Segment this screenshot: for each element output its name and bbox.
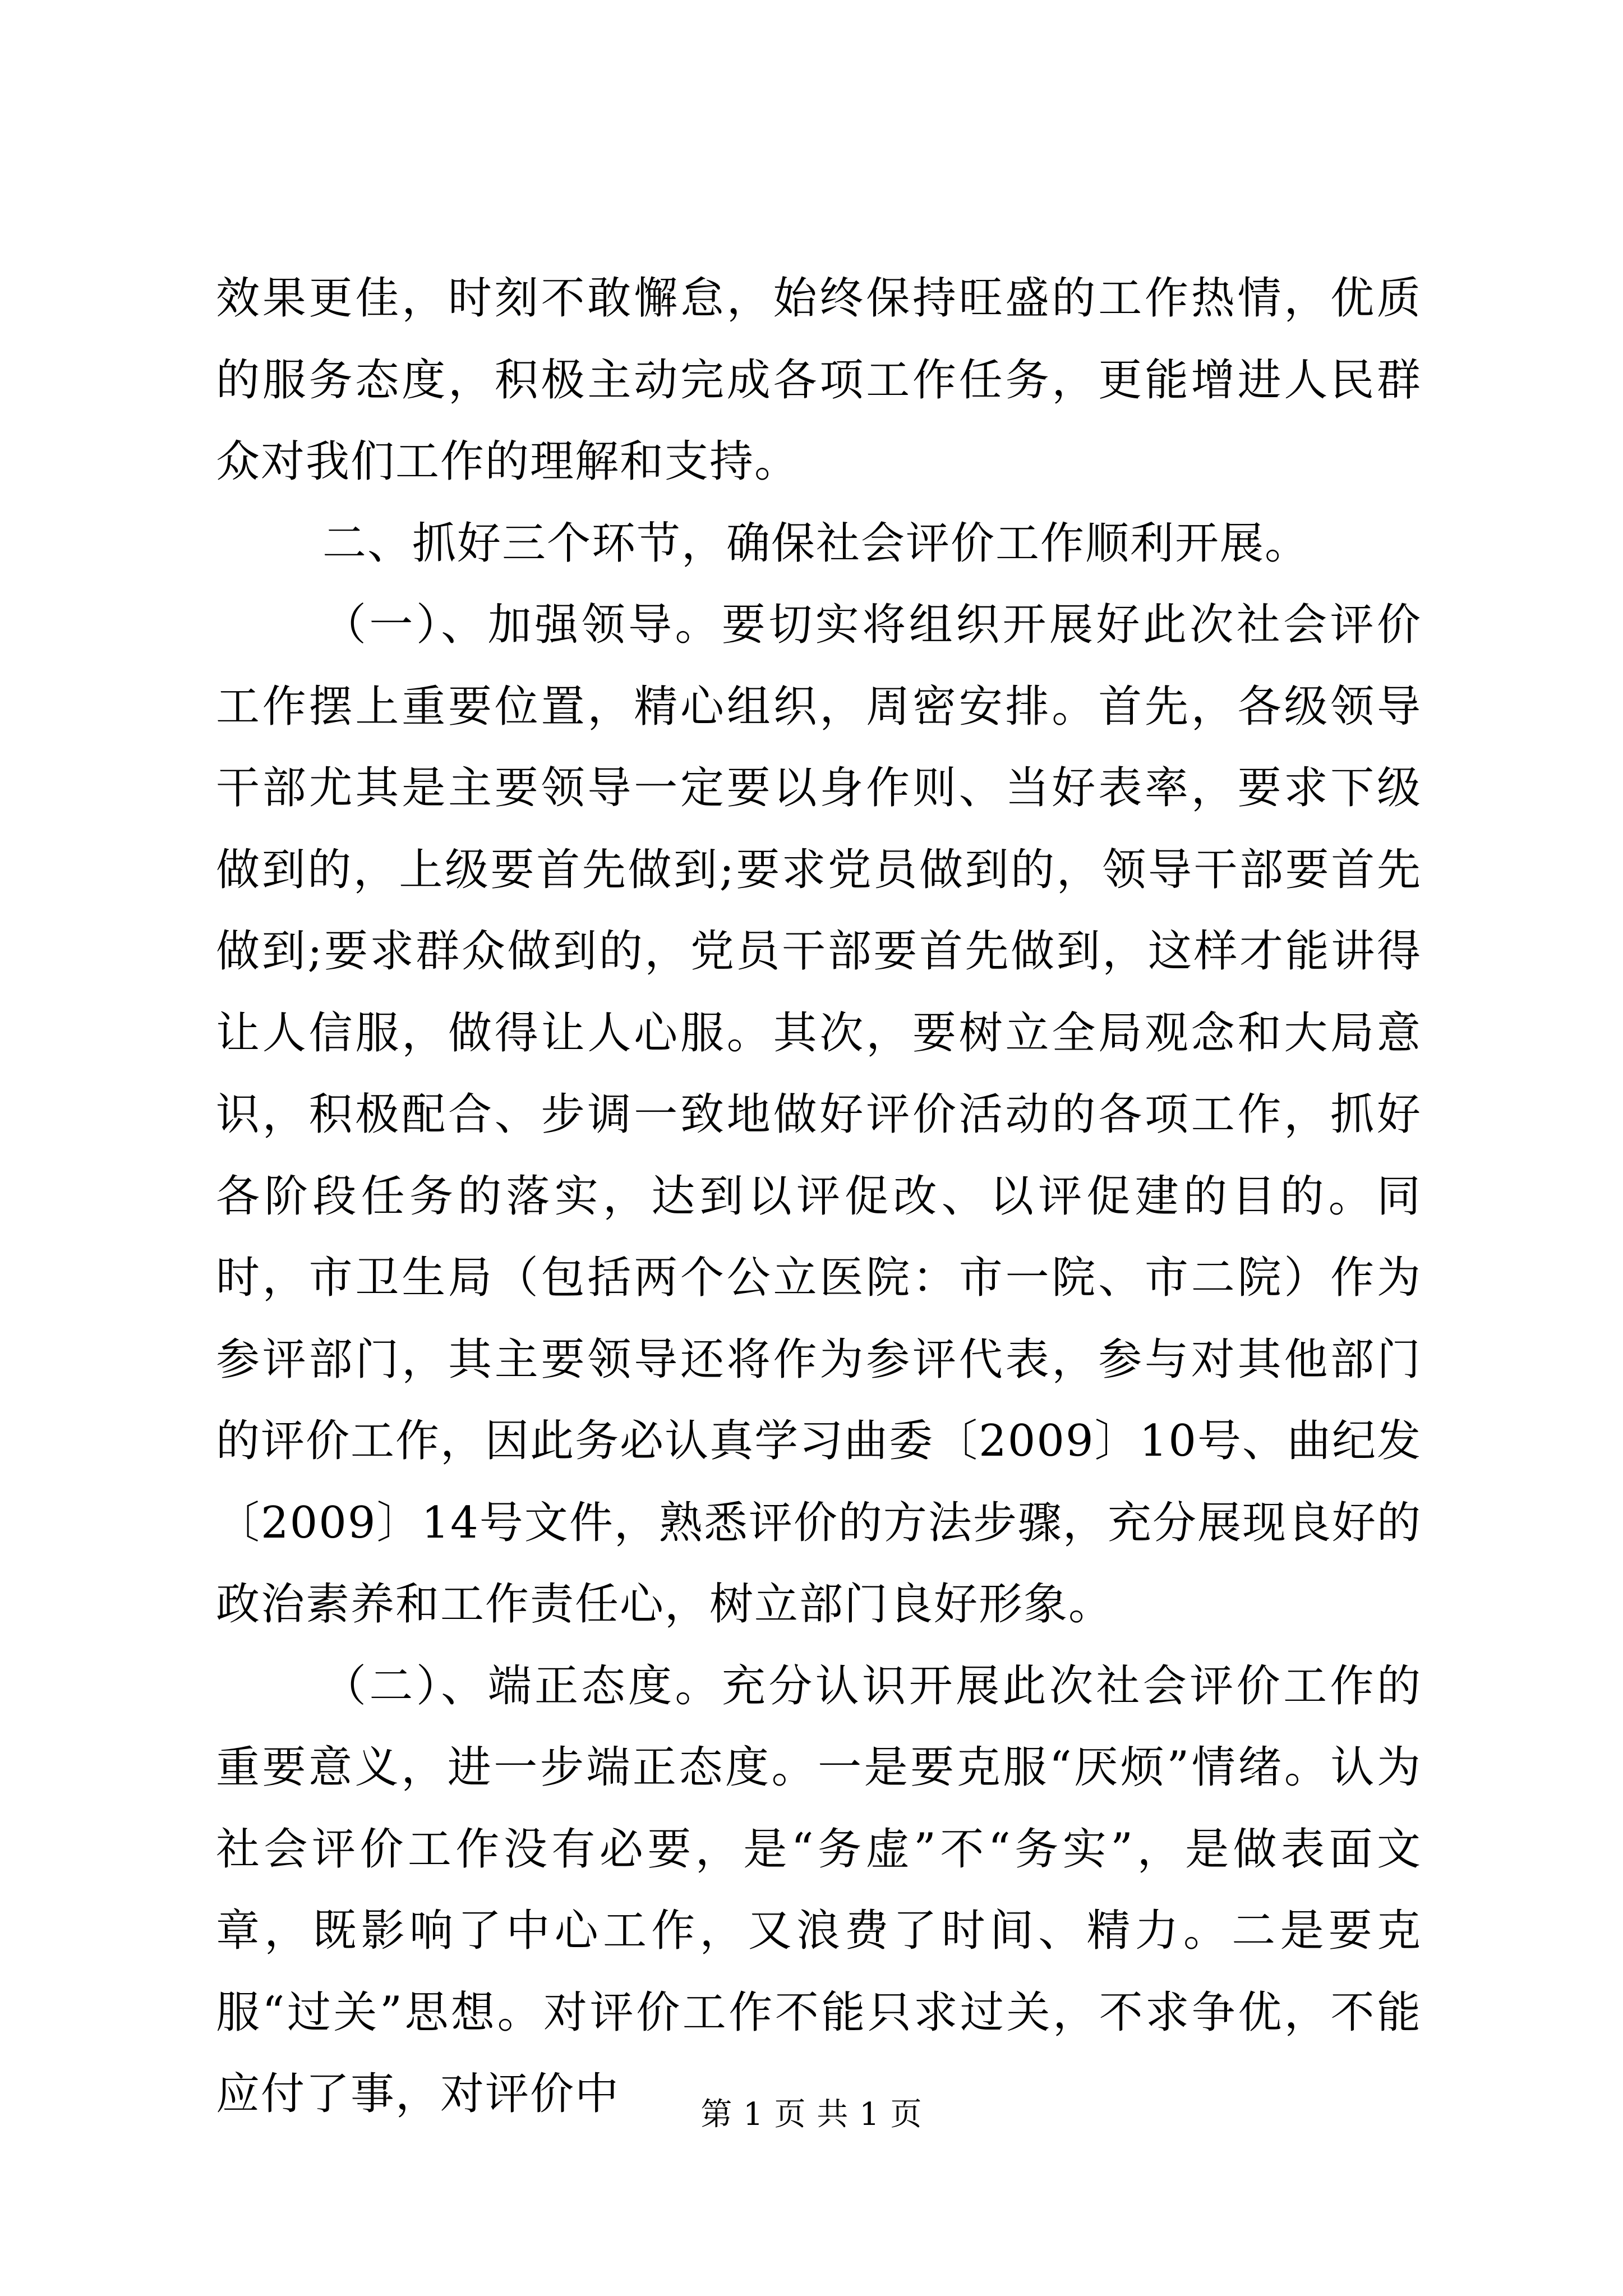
paragraph-leadership: （一）、加强领导。要切实将组织开展好此次社会评价工作摆上重要位置，精心组织，周密安排。首先，各级领导干部尤其是主要领导一定要以身作则、当好表率，要求下级做到的，上级要首先做到;要求党员做到的，领导干部要首先做到;要求群众做到的，党员干部要首先做到，这样才能讲得让人信服，做得让人心服。其次，要树立全局观念和大局意识，积极配合、步调一致地做好评价活动的各项工作，抓好各阶段任务的落实，达到以评促改、以评促建的目的。同时，市卫生局（包括两个公立医院：市一院、市二院）作为参评部门，其主要领导还将作为参评代表，参与对其他部门的评价工作，因此务必认真学习曲委〔2009〕10号、曲纪发〔2009〕14号文件，熟悉评价的方法步骤，充分展现良好的政治素养和工作责任心，树立部门良好形象。 [216,600,1422,1630]
paragraph-attitude: （二）、端正态度。充分认识开展此次社会评价工作的重要意义，进一步端正态度。一是要克服“厌烦”情绪。认为社会评价工作没有必要，是“务虚”不“务实”，是做表面文章，既影响了中心工作，又浪费了时间、精力。二是要克服“过关”思想。对评价工作不能只求过关，不求争优，不能应付了事，对评价中 [216,1660,1422,2119]
section-heading: 二、抓好三个环节，确保社会评价工作顺利开展。 [322,518,1310,569]
document-body [216,258,1422,2136]
page-number-footer: 第 1 页 共 1 页 [700,2096,923,2133]
paragraph-continuation: 效果更佳，时刻不敢懈怠，始终保持旺盛的工作热情，优质的服务态度，积极主动完成各项工作任务，更能增进人民群众对我们工作的理解和支持。 [216,273,1422,487]
